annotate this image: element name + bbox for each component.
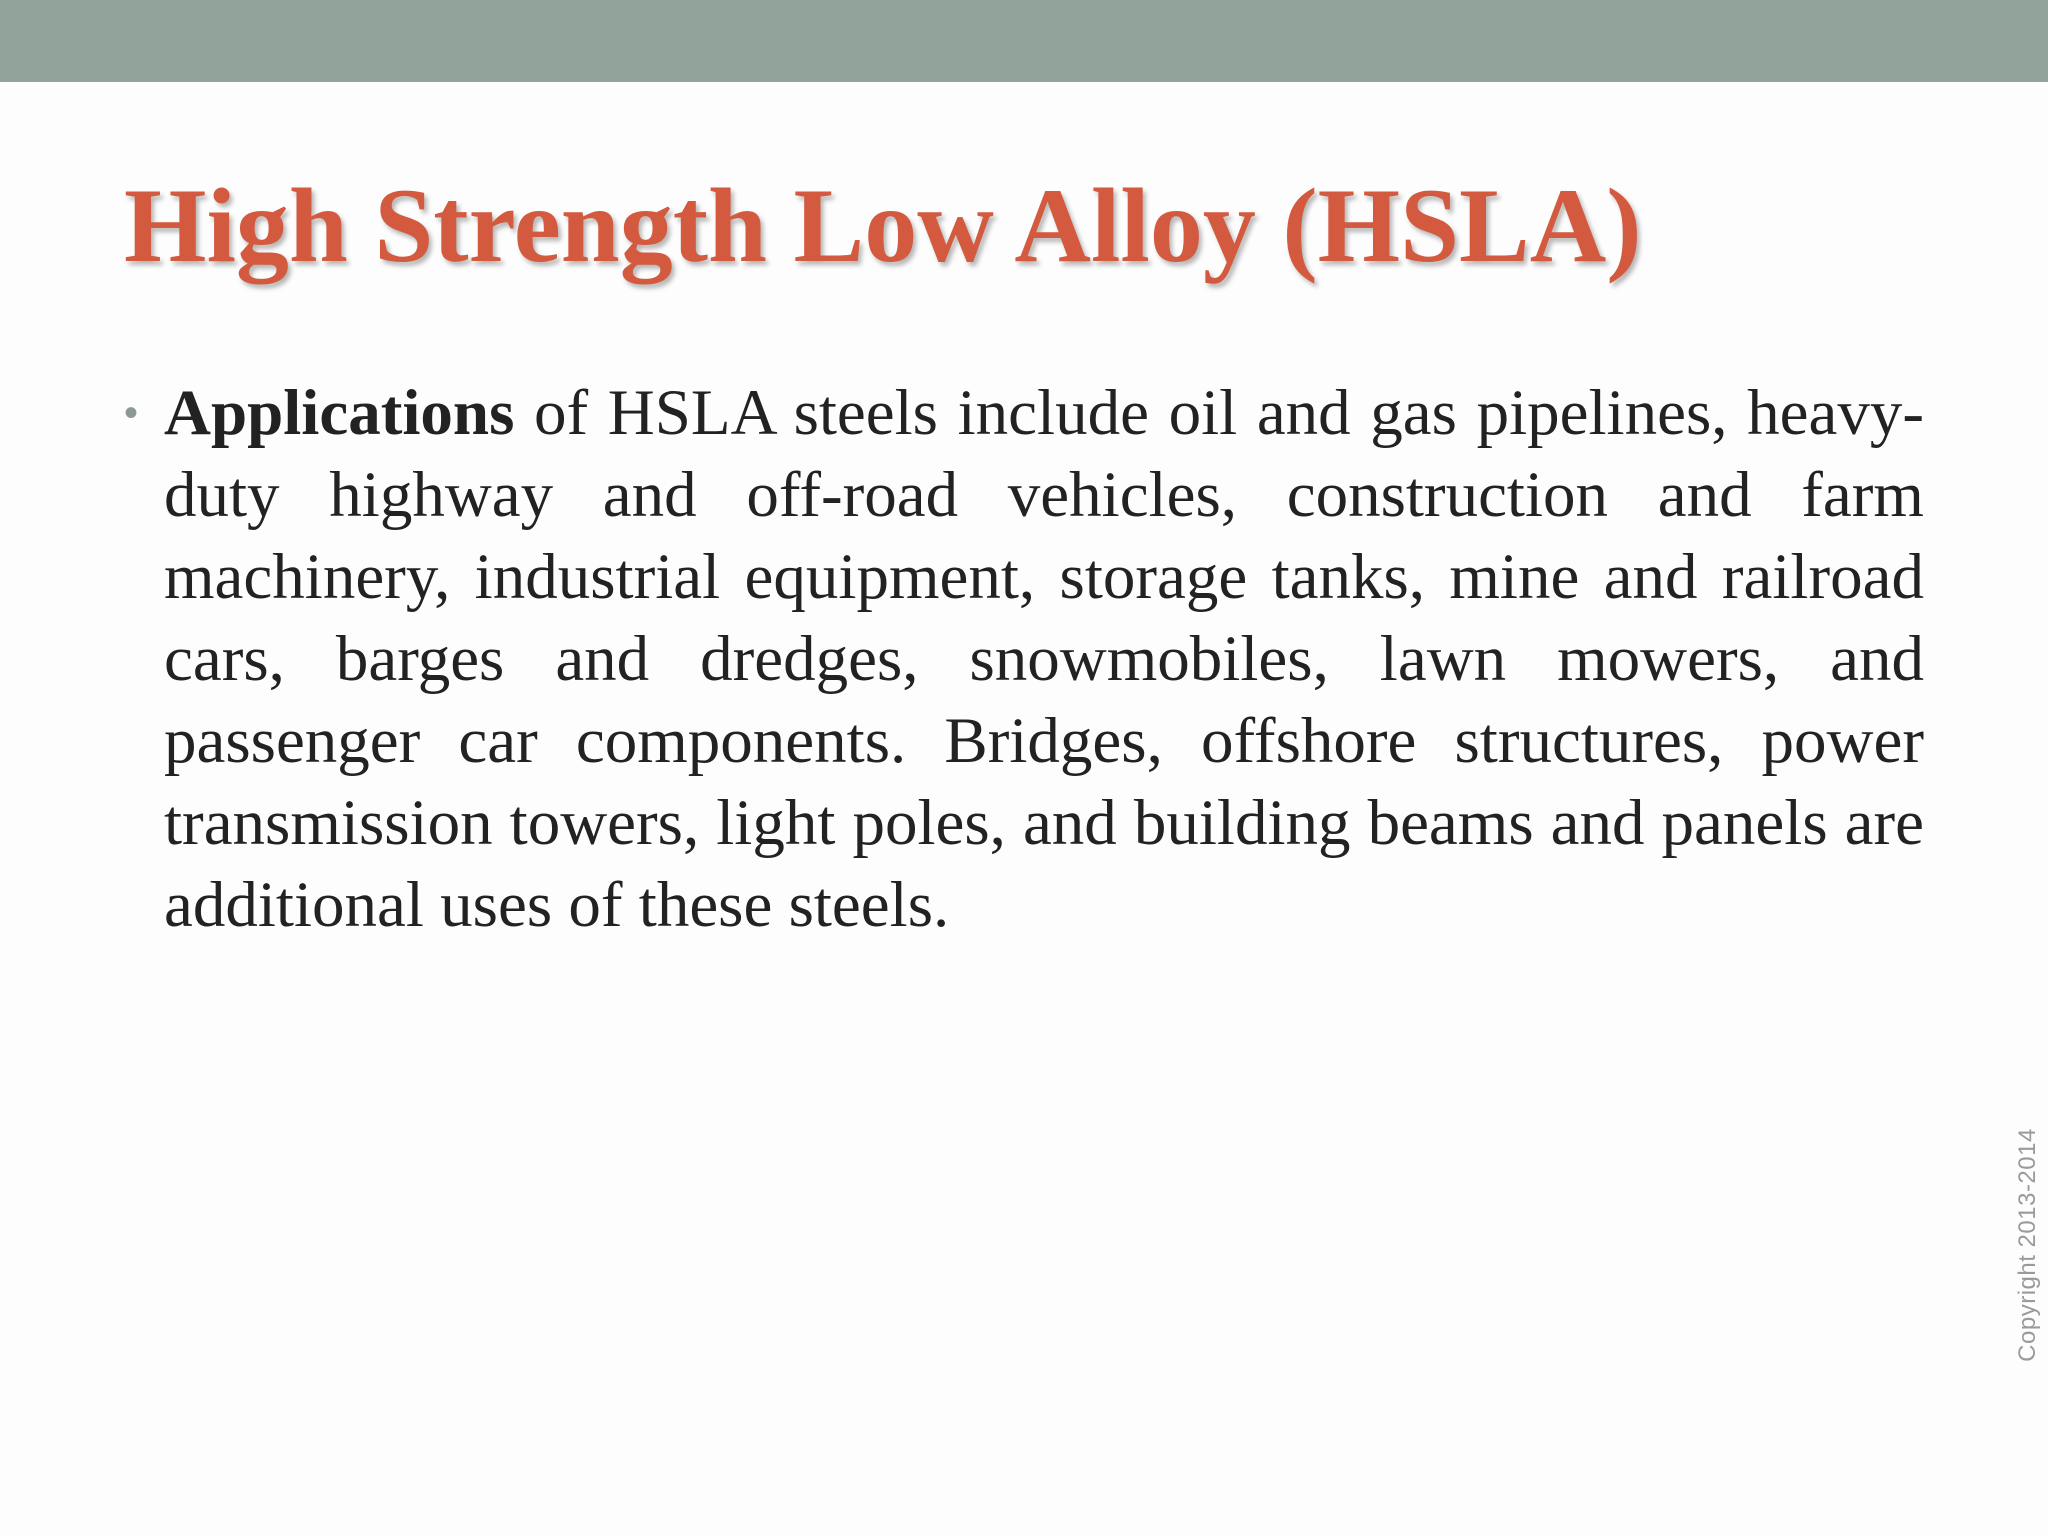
slide-title: High Strength Low Alloy (HSLA)	[124, 167, 1642, 284]
copyright-notice: Copyright 2013-2014	[2014, 1128, 2041, 1362]
top-accent-bar	[0, 0, 2048, 82]
slide-content	[124, 372, 1924, 946]
bullet-item	[124, 372, 1924, 946]
bullet-body: of HSLA steels include oil and gas pipelines, heavy-duty highway and off-road vehicles, construction and farm machinery, industrial equipment, storage tanks, mine and railroad cars, barges and dredges, snowmobiles, lawn mowers, and passenger car components. Bridges, offshore structures, power transmission towers, light poles, and building beams and panels are additional uses of these steels.	[164, 377, 1924, 941]
bullet-text	[164, 372, 1924, 946]
bullet-icon: •	[124, 391, 139, 435]
bullet-bold-lead: Applications	[164, 377, 515, 449]
